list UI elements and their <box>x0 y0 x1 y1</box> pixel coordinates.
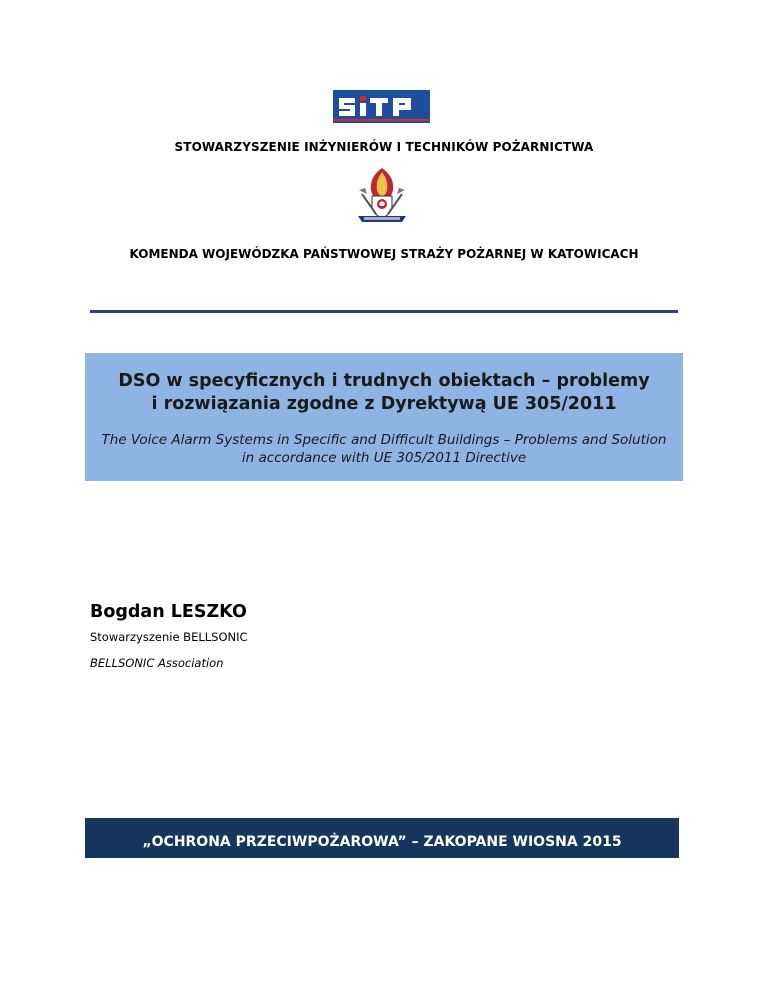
conference-footer: „OCHRONA PRZECIWPOŻAROWA” – ZAKOPANE WIOSNA 2015 <box>85 818 679 858</box>
title-polish <box>85 370 683 416</box>
organization-name-sitp: STOWARZYSZENIE INŻYNIERÓW I TECHNIKÓW POŻARNICTWA <box>174 140 594 154</box>
organization-name-fire-command: KOMENDA WOJEWÓDZKA PAŃSTWOWEJ STRAŻY POŻARNEJ W KATOWICACH <box>129 247 639 261</box>
title-english-line-1: The Voice Alarm Systems in Specific and Difficult Buildings – Problems and Solution <box>101 432 667 448</box>
affiliation-polish: Stowarzyszenie BELLSONIC <box>90 630 248 644</box>
title-english-line-2: in accordance with UE 305/2011 Directive <box>241 450 527 466</box>
title-box <box>85 353 683 481</box>
fire-service-emblem-icon <box>354 166 410 228</box>
title-polish-line-2: i rozwiązania zgodne z Dyrektywą UE 305/2011 <box>151 394 617 414</box>
title-polish-line-1: DSO w specyficznych i trudnych obiektach – problemy <box>118 371 650 391</box>
author-name: Bogdan LESZKO <box>90 602 247 622</box>
title-english <box>85 431 683 467</box>
affiliation-english: BELLSONIC Association <box>90 656 224 670</box>
header-divider <box>90 310 678 313</box>
sitp-logo <box>333 90 430 123</box>
